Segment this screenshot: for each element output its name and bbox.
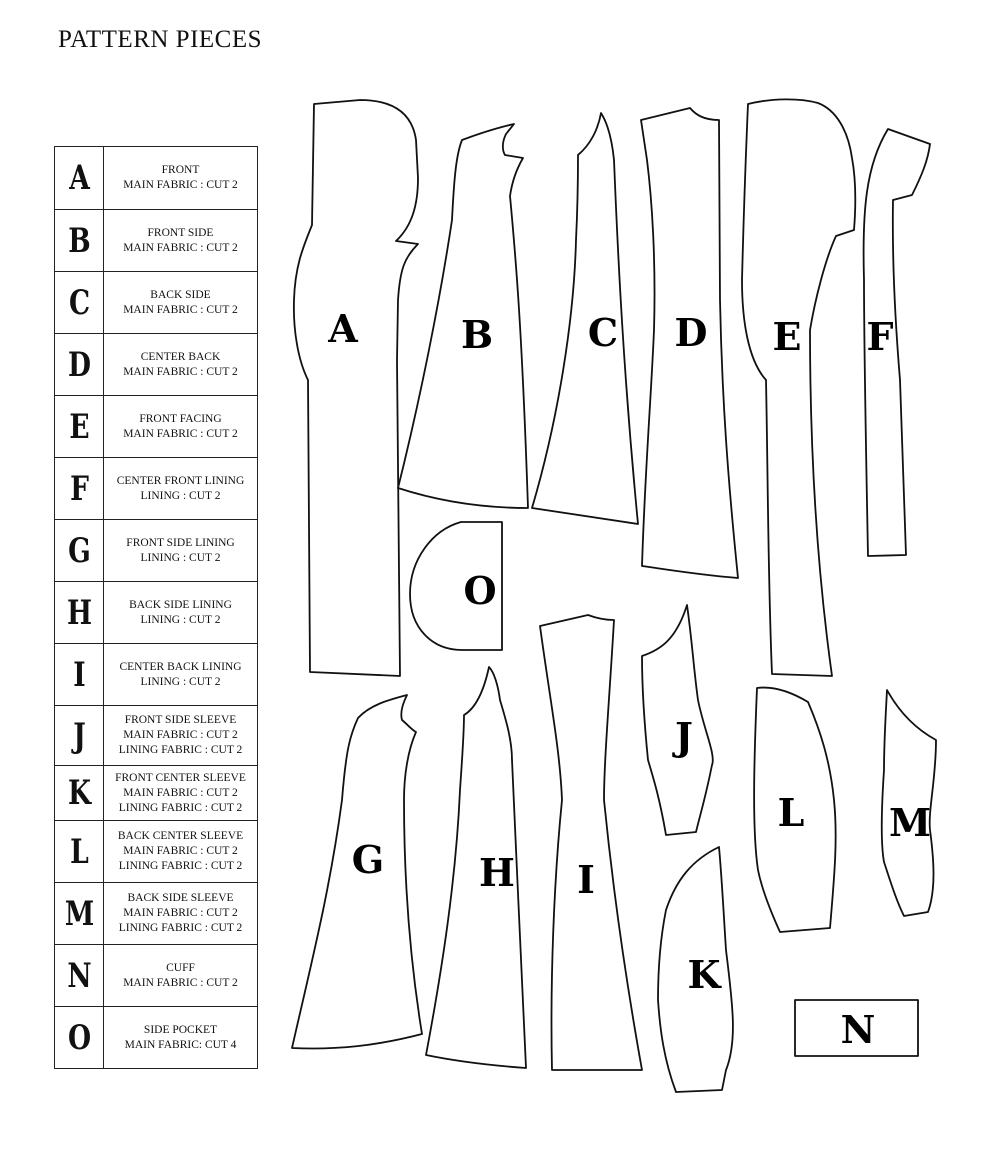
pattern-piece-j <box>642 605 713 835</box>
page-title: PATTERN PIECES <box>58 26 263 53</box>
pattern-piece-outline <box>532 113 638 524</box>
pattern-piece-label: M <box>888 800 932 845</box>
pattern-piece-f <box>864 129 930 556</box>
pattern-piece-label: L <box>777 790 805 835</box>
legend-description-line: LINING : CUT 2 <box>140 613 221 626</box>
legend-description-line: LINING FABRIC : CUT 2 <box>118 922 243 934</box>
legend-letter: L <box>60 821 98 883</box>
legend-letter: D <box>60 334 98 396</box>
pattern-piece-label: D <box>674 310 708 355</box>
legend-description-line: FRONT CENTER SLEEVE <box>115 771 246 784</box>
legend-description-line: MAIN FABRIC : CUT 2 <box>123 427 238 440</box>
legend-letter: G <box>60 520 98 582</box>
legend-description-line: FRONT SIDE LINING <box>126 536 235 549</box>
pattern-piece-n <box>795 1000 918 1056</box>
pattern-piece-label: J <box>675 714 693 759</box>
pattern-piece-label: O <box>463 568 497 613</box>
pattern-piece-label: F <box>866 314 894 359</box>
pattern-piece-label: A <box>328 306 358 351</box>
legend-description-line: FRONT SIDE <box>147 226 214 239</box>
pattern-piece-h <box>426 667 526 1068</box>
pattern-piece-label: H <box>479 850 515 895</box>
pattern-piece-c <box>532 113 638 524</box>
legend-description-line: LINING : CUT 2 <box>140 551 221 564</box>
legend-letter: N <box>60 945 98 1007</box>
pattern-piece-label: E <box>772 314 802 359</box>
legend-letter: O <box>60 1007 98 1069</box>
legend-description-line: MAIN FABRIC : CUT 2 <box>123 907 238 919</box>
pattern-piece-k <box>658 847 733 1092</box>
legend-description-line: BACK SIDE LINING <box>129 598 232 611</box>
legend-description-line: BACK CENTER SLEEVE <box>117 830 244 842</box>
legend-description-line: CENTER BACK LINING <box>119 660 242 673</box>
legend-description-line: MAIN FABRIC : CUT 2 <box>123 241 238 254</box>
legend-description-line: CENTER BACK <box>140 350 221 363</box>
pattern-piece-label: G <box>351 837 385 882</box>
pattern-piece-m <box>882 690 936 916</box>
legend-letter: J <box>60 706 98 766</box>
pattern-piece-o <box>410 522 502 650</box>
legend-description-line: CENTER FRONT LINING <box>116 474 245 487</box>
legend-description-line: FRONT <box>161 164 200 176</box>
legend-description-line: MAIN FABRIC : CUT 2 <box>123 786 238 799</box>
legend-description-line: LINING FABRIC : CUT 2 <box>118 860 243 872</box>
pattern-piece-label: N <box>840 1007 876 1052</box>
pattern-piece-label: C <box>587 310 619 355</box>
legend-description-line: MAIN FABRIC: CUT 4 <box>124 1038 237 1051</box>
pattern-piece-label: K <box>687 952 721 997</box>
pattern-piece-outline <box>742 99 855 676</box>
legend-description-line: FRONT FACING <box>139 412 222 425</box>
pattern-piece-label: B <box>460 312 494 357</box>
legend-description-line: MAIN FABRIC : CUT 2 <box>123 303 238 316</box>
legend-description-line: BACK SIDE <box>150 288 211 301</box>
pattern-piece-g <box>292 695 422 1048</box>
pattern-piece-label: I <box>577 857 595 902</box>
pattern-piece-d <box>641 108 738 578</box>
legend-letter: A <box>60 147 98 210</box>
legend-letter: I <box>60 644 98 706</box>
legend-description-line: LINING FABRIC : CUT 2 <box>118 801 243 814</box>
legend-description-line: LINING FABRIC : CUT 2 <box>118 744 243 756</box>
legend-letter: H <box>60 582 98 644</box>
pattern-piece-l <box>754 688 836 932</box>
legend-description-line: SIDE POCKET <box>143 1023 218 1036</box>
legend-description-line: MAIN FABRIC : CUT 2 <box>123 729 238 741</box>
pattern-piece-outline <box>294 100 418 676</box>
legend-letter: K <box>60 766 98 821</box>
legend-description-line: MAIN FABRIC : CUT 2 <box>123 976 238 989</box>
legend-description-line: MAIN FABRIC : CUT 2 <box>123 365 238 378</box>
legend-letter: C <box>60 272 98 334</box>
pattern-piece-e <box>742 99 855 676</box>
legend-description-line: LINING : CUT 2 <box>140 675 221 688</box>
pattern-piece-outline <box>540 615 642 1070</box>
legend-description-line: LINING : CUT 2 <box>140 489 221 502</box>
legend-letter: F <box>60 458 98 520</box>
legend-letter: E <box>60 396 98 458</box>
legend-description-line: MAIN FABRIC : CUT 2 <box>123 845 238 857</box>
legend-description-line: MAIN FABRIC : CUT 2 <box>123 179 238 191</box>
legend-description-line: CUFF <box>166 961 195 974</box>
legend-description-line: FRONT SIDE SLEEVE <box>124 714 237 726</box>
pattern-piece-a <box>294 100 418 676</box>
legend-description-line: BACK SIDE SLEEVE <box>127 892 234 904</box>
pattern-piece-i <box>540 615 642 1070</box>
legend-letter: B <box>60 210 98 272</box>
legend-letter: M <box>60 883 98 945</box>
